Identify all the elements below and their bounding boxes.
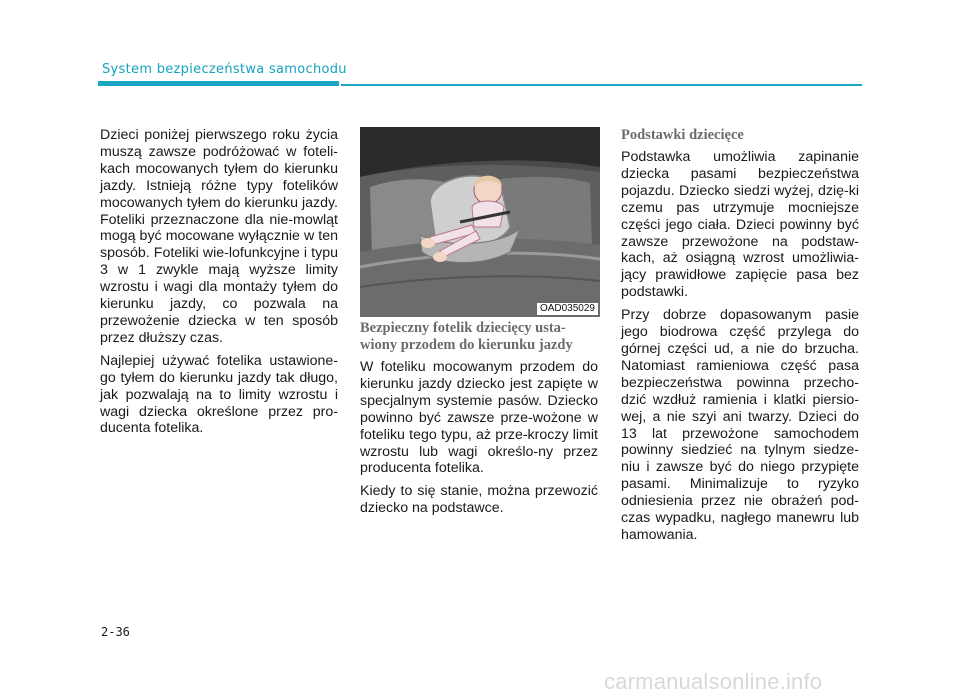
paragraph: Dzieci poniżej pierwszego roku życia muszą zawsze podróżować w foteli-kach mocowanych tyłem do kierunku jazdy. Istnieją różne typy fotelików mocowanych tyłem do kierunku jazdy. Foteliki przeznaczone dla nie-mowląt mogą być mocowane wyłącznie w ten sposób. Foteliki wie-lofunkcyjne i typu 3 w 1 zwykle mają wyższe limity wzrostu i wagi dla montaży tyłem do kierunku jazdy, co pozwala na przewożenie dziecka w ten sposób przez dłuższy czas.: [100, 127, 338, 346]
section-heading: Bezpieczny fotelik dziecięcy usta-wiony przodem do kierunku jazdy: [360, 320, 573, 353]
page-number: 2-36: [101, 625, 130, 639]
paragraph: Najlepiej używać fotelika ustawione-go tyłem do kierunku jazdy tak długo, jak pozwalają na to limity wzrostu i wagi dziecka określone przez pro-ducenta fotelika.: [100, 352, 338, 437]
child-seat-illustration: [360, 127, 600, 317]
section-title: System bezpieczeństwa samochodu: [102, 62, 347, 77]
watermark: carmanualsonline.info: [604, 669, 823, 694]
section-heading: Podstawki dziecięce: [621, 127, 744, 143]
figure-code: OAD035029: [537, 303, 598, 315]
text-column-right: [621, 127, 859, 550]
rear-seat-drawing: [360, 127, 600, 317]
paragraph: Podstawka umożliwia zapinanie dziecka pasami bezpieczeństwa pojazdu. Dziecko siedzi wyżej, dzię-ki czemu pas utrzymuje mocniejsze części jego ciała. Dzieci powinny być zawsze przewożone na podstaw-kach, aż osiągną wzrost umożliwia-jący prawidłowe zapięcie pasa bez podstawki.: [621, 149, 859, 301]
paragraph: Przy dobrze dopasowanym pasie jego biodrowa część przylega do górnej części ud, a nie do brzucha. Natomiast ramieniowa część pasa bezpieczeństwa powinna przecho-dzić wzdłuż ramienia i klatki piersio-wej, a nie szyi ani twarzy. Dzieci do 13 lat przewożone samochodem powinny siedzieć na tylnym siedze-niu i zawsze być do niego przypięte pasami. Minimalizuje to ryzyko odniesienia przez nie obrażeń pod-czas wypadku, nagłego manewru lub hamowania.: [621, 307, 859, 543]
text-column-middle: [360, 320, 598, 523]
header-accent-bar: [98, 81, 339, 86]
text-column-left: [100, 127, 338, 443]
paragraph: Kiedy to się stanie, można przewozić dziecko na podstawce.: [360, 483, 598, 517]
paragraph: W foteliku mocowanym przodem do kierunku jazdy dziecko jest zapięte w specjalnym systemie pasów. Dziecko powinno być zawsze prze-wożone w foteliku tego typu, aż prze-kroczy limit wzrostu lub wagi określo-ny przez producenta fotelika.: [360, 359, 598, 477]
header-rule: [341, 84, 862, 86]
